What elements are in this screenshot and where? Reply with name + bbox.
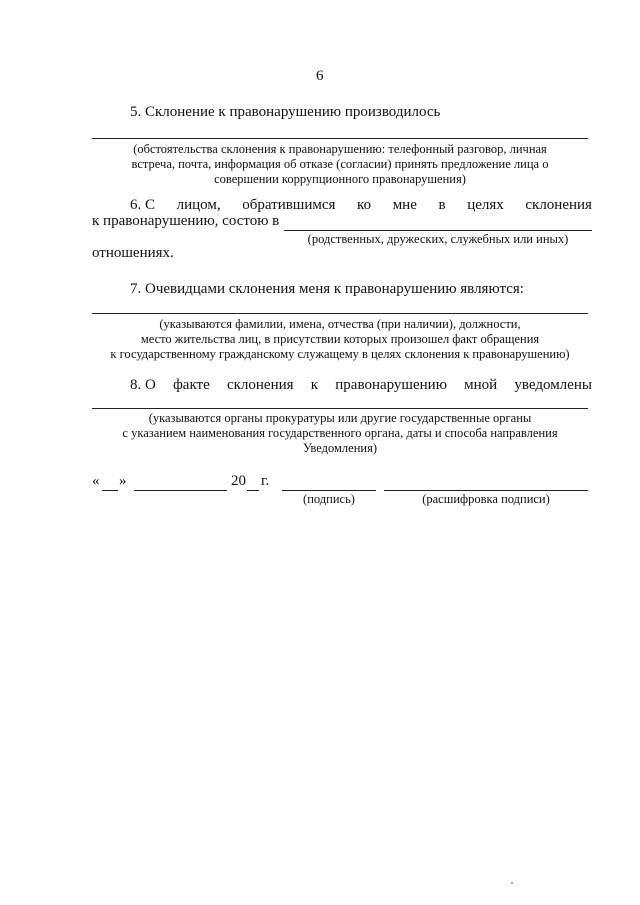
signature-decoding-blank[interactable] <box>384 490 588 491</box>
section-8-word: уведомлены <box>514 377 592 393</box>
section-7-blank-line <box>92 313 588 314</box>
section-6-word: обратившимся <box>242 197 336 213</box>
date-close-quote: » <box>119 473 127 489</box>
section-8-word: факте <box>173 377 210 393</box>
scan-speck <box>511 882 513 884</box>
section-5-hint-line: (обстоятельства склонения к правонарушению: телефонный разговор, личная <box>133 142 547 156</box>
section-8-hint <box>92 411 588 456</box>
section-8-hint-line: (указываются органы прокуратуры или другие государственные органы <box>148 411 532 425</box>
section-6-line-1 <box>130 197 592 214</box>
section-8-word: правонарушению <box>335 377 447 393</box>
section-6-line-3: отношениях. <box>92 245 174 261</box>
section-7-hint <box>92 317 588 362</box>
section-5-hint-line: совершении коррупционного правонарушения) <box>214 172 466 186</box>
section-6-word: мне <box>392 197 417 213</box>
section-5-heading: 5. Склонение к правонарушению производилось <box>130 104 441 120</box>
section-7-hint-line: (указываются фамилии, имена, отчества (при наличии), должности, <box>159 317 521 331</box>
signature-decoding-caption: (расшифровка подписи) <box>422 492 550 506</box>
section-8-hint-line: Уведомления) <box>302 441 377 455</box>
section-8-word: склонения <box>226 377 294 393</box>
section-6-relation-blank <box>284 230 592 231</box>
section-6-word: в <box>438 197 446 213</box>
section-6-word: 6. С <box>130 197 156 213</box>
date-year-prefix: 20 <box>231 473 246 489</box>
date-year-suffix: г. <box>261 473 270 489</box>
section-6-line-2: к правонарушению, состою в <box>92 213 280 229</box>
section-8-word: мной <box>464 377 498 393</box>
signature-blank[interactable] <box>282 490 376 491</box>
section-5-hint <box>92 142 588 187</box>
date-open-quote: « <box>92 473 100 489</box>
section-8-hint-line: с указанием наименования государственного органа, даты и способа направления <box>122 426 558 440</box>
signature-caption: (подпись) <box>303 492 355 506</box>
section-5-blank-line <box>92 138 588 139</box>
section-6-word: лицом, <box>176 197 221 213</box>
section-6-word: склонения <box>525 197 592 213</box>
section-7-heading: 7. Очевидцами склонения меня к правонарушению являются: <box>130 281 524 297</box>
section-8-word: 8. О <box>130 377 156 393</box>
section-7-hint-line: к государственному гражданскому служащему в целях склонения к правонарушению) <box>110 347 570 361</box>
date-year-blank[interactable] <box>247 490 259 491</box>
date-day-blank[interactable] <box>102 490 118 491</box>
section-6-word: ко <box>357 197 372 213</box>
date-month-blank[interactable] <box>134 490 227 491</box>
page-number: 6 <box>316 68 324 84</box>
section-6-hint: (родственных, дружеских, служебных или иных) <box>307 232 569 246</box>
section-8-word: к <box>310 377 319 393</box>
section-8-line-1 <box>130 377 592 394</box>
section-5-hint-line: встреча, почта, информация об отказе (согласии) принять предложение лица о <box>131 157 549 171</box>
section-8-blank-line <box>92 408 588 409</box>
section-6-word: целях <box>467 197 504 213</box>
section-7-hint-line: место жительства лиц, в присутствии которых произошел факт обращения <box>140 332 540 346</box>
